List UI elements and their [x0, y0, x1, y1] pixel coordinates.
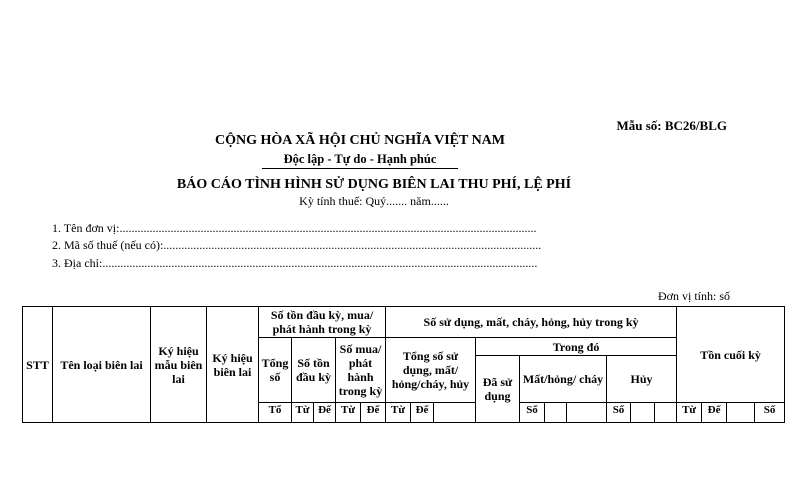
sub-header-cell: Từ	[292, 403, 314, 423]
sub-header-cell	[434, 403, 476, 423]
sub-header-cell: Đế	[702, 403, 727, 423]
col-stt: STT	[23, 307, 53, 423]
sub-header-cell: Từ	[336, 403, 361, 423]
motto: Độc lập - Tự do - Hạnh phúc	[262, 152, 459, 169]
sub-header-cell: Số	[520, 403, 545, 423]
field-tax-code: 2. Mã số thuế (nếu có):..............................................................................................................................	[52, 238, 542, 252]
sub-header-cell: Từ	[386, 403, 411, 423]
unit-note: Đơn vị tính: số	[657, 289, 730, 303]
nation-heading: CỘNG HÒA XÃ HỘI CHỦ NGHĨA VIỆT NAM	[214, 133, 505, 148]
sub-header-cell: Từ	[677, 403, 702, 423]
col-opening-stock: Số tồn đầu kỳ	[292, 338, 336, 403]
col-purchased: Số mua/ phát hành trong kỳ	[336, 338, 386, 403]
sub-header-cell: Số	[755, 403, 785, 423]
col-lost-damaged: Mất/hỏng/ cháy	[520, 356, 607, 403]
col-cancelled: Hủy	[607, 356, 677, 403]
col-usage-total: Tổng số sử dụng, mất/ hỏng/cháy, hủy	[386, 338, 476, 403]
col-used: Đã sử dụng	[476, 356, 520, 423]
col-form-symbol: Ký hiệu mẫu biên lai	[151, 307, 207, 423]
col-of-which: Trong đó	[476, 338, 677, 356]
sub-header-cell: Số	[607, 403, 631, 423]
col-opening-group: Số tồn đầu kỳ, mua/ phát hành trong kỳ	[259, 307, 386, 338]
sub-header-cell: Tổ	[259, 403, 292, 423]
sub-header-cell	[545, 403, 567, 423]
sub-header-cell: Đế	[411, 403, 434, 423]
sub-header-cell	[727, 403, 755, 423]
col-closing: Tồn cuối kỳ	[677, 307, 785, 403]
sub-header-cell	[655, 403, 677, 423]
col-usage-group: Số sử dụng, mất, cháy, hỏng, hủy trong kỳ	[386, 307, 677, 338]
sub-header-cell	[631, 403, 655, 423]
col-receipt-type: Tên loại biên lai	[53, 307, 151, 423]
motto-wrapper	[0, 150, 720, 169]
tax-period: Kỳ tính thuế: Quý....... năm......	[299, 194, 449, 208]
form-code: Mẫu số: BC26/BLG	[616, 118, 727, 133]
sub-header-cell: Đế	[314, 403, 336, 423]
col-total: Tổng số	[259, 338, 292, 403]
report-title: BÁO CÁO TÌNH HÌNH SỬ DỤNG BIÊN LAI THU PHÍ, LỆ PHÍ	[176, 177, 572, 192]
col-receipt-symbol: Ký hiệu biên lai	[207, 307, 259, 423]
report-table	[22, 306, 785, 423]
field-unit-name: 1. Tên đơn vị:...........................................................................................................................................	[52, 221, 537, 235]
sub-header-cell: Đế	[361, 403, 386, 423]
sub-header-cell	[567, 403, 607, 423]
field-address: 3. Địa chỉ:.................................................................................................................................................	[52, 256, 538, 270]
